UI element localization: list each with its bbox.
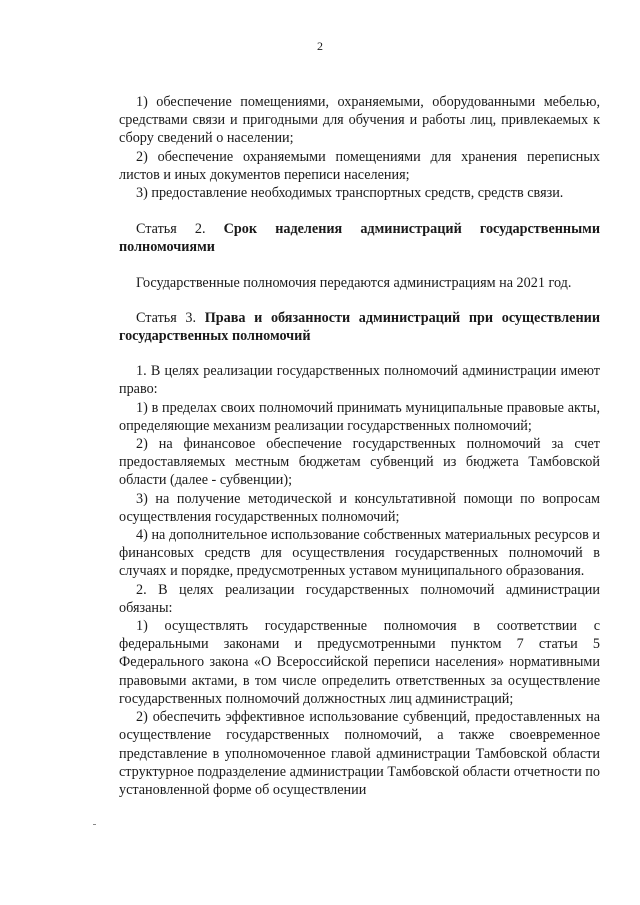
- document-body: [119, 93, 600, 799]
- article-2-title: Срок наделения администраций государственными полномочиями: [119, 221, 601, 256]
- article-2-text: Государственные полномочия передаются администрациям на 2021 год.: [136, 274, 572, 291]
- article-3-part-1-item-1: 1) в пределах своих полномочий принимать муниципальные правовые акты, определяющие механизм реализации государственных полномочий;: [119, 399, 600, 434]
- article-3-heading: [119, 309, 600, 345]
- article-3-part-2-lead: 2. В целях реализации государственных полномочий администрации обязаны:: [119, 581, 600, 616]
- page-number: 2: [317, 39, 323, 53]
- article-3-title: Права и обязанности администраций при осуществлении государственных полномочий: [119, 309, 600, 345]
- intro-item-1: 1) обеспечение помещениями, охраняемыми, оборудованными мебелью, средствами связи и пригодными для обучения и работы лиц, привлекаемых к сбору сведений о населении;: [119, 94, 600, 147]
- intro-list: [119, 93, 600, 202]
- article-3-part-1-item-3: 3) на получение методической и консультативной помощи по вопросам осуществления государственных полномочий;: [119, 490, 600, 525]
- article-2-heading: [119, 220, 600, 256]
- article-3-prefix: Статья 3.: [136, 309, 197, 326]
- article-3-part-1-item-2: 2) на финансовое обеспечение государственных полномочий за счет предоставляемых местным бюджетам субвенций из бюджета Тамбовской области (далее - субвенции);: [119, 436, 600, 489]
- intro-item-3: 3) предоставление необходимых транспортных средств, средств связи.: [136, 185, 564, 202]
- article-2: [119, 220, 600, 292]
- intro-item-2: 2) обеспечение охраняемыми помещениями для хранения переписных листов и иных документов переписи населения;: [119, 148, 600, 183]
- article-3-part-2-item-2: 2) обеспечить эффективное использование субвенций, предоставленных на осуществление государственных полномочий, а также своевременное представление в уполномоченное главой администрации Тамбовской области структурное подразделение администрации Тамбовской области отчетности по установленной форме об осуществлении: [119, 709, 600, 798]
- article-3-part-1-lead: 1. В целях реализации государственных полномочий администрации имеют право:: [119, 363, 600, 398]
- article-3-part-2-item-1: 1) осуществлять государственные полномочия в соответствии с федеральными законами и предусмотренными пунктом 7 статьи 5 Федерального закона «О Всероссийской переписи населения» нормативными правовыми актами, в том числе определить ответственных за осуществление государственных полномочий должностных лиц администраций;: [119, 618, 600, 707]
- article-3-part-1-item-4: 4) на дополнительное использование собственных материальных ресурсов и финансовых средств для осуществления государственных полномочий в случаях и порядке, предусмотренных уставом муниципального образования.: [119, 527, 600, 580]
- scan-mark: [93, 824, 96, 825]
- article-2-prefix: Статья 2.: [136, 221, 206, 238]
- article-3: [119, 309, 600, 799]
